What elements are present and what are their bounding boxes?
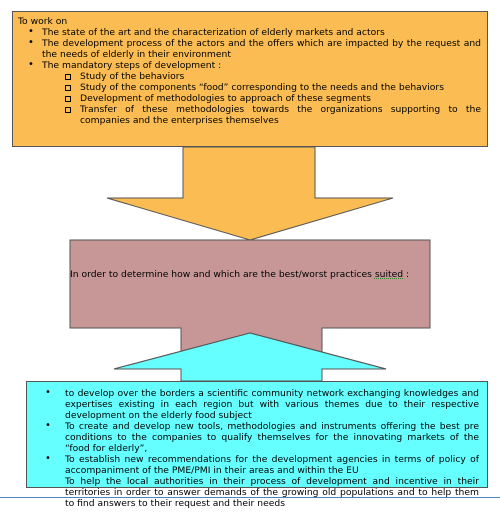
bottom-bullet-item: • to develop over the borders a scientific community network exchanging knowledges and expertises existing in each region but with various themes due to their respective development on the elderly food subject xyxy=(35,388,479,421)
bottom-bullet-list xyxy=(35,388,479,476)
bottom-extra-paragraph: To help the local authorities in their process of development and incentive in their territories in order to answer demands of the growing old populations and to help them to find answers to their request and their needs xyxy=(65,476,479,510)
bottom-divider xyxy=(0,497,500,498)
middle-text-underlined: suited xyxy=(374,269,404,280)
middle-text-after: : xyxy=(403,269,410,280)
middle-text-before: In order to determine how and which are the best/worst practices xyxy=(70,269,375,280)
sub-item: Transfer of these methodologies towards the organizations supporting to the companies and the enterprises themselves xyxy=(42,104,481,126)
top-box-heading: To work on xyxy=(18,16,68,27)
top-bullet-item xyxy=(18,60,481,126)
up-arrow xyxy=(114,333,386,381)
sub-item-list xyxy=(42,71,481,126)
bottom-box xyxy=(26,381,488,510)
sub-item: Study of the components “food” corresponding to the needs and the behaviors xyxy=(42,82,481,93)
top-box xyxy=(12,11,488,147)
down-arrow xyxy=(107,147,393,240)
bottom-bullet-item: • To establish new recommendations for the development agencies in terms of policy of accompaniment of the PME/PMI in their areas and within the EU xyxy=(35,454,479,476)
top-bullet-text: The mandatory steps of development : xyxy=(42,60,222,72)
bottom-bullet-item: • To create and develop new tools, methodologies and instruments offering the best pre conditions to the companies to qualify themselves for the innovating markets of the “food for elderly”, xyxy=(35,421,479,454)
top-bullet-item: • The development process of the actors and the offers which are impacted by the request and the needs of elderly in their environment xyxy=(18,38,481,60)
top-bullet-item: • The state of the art and the characterization of elderly markets and actors xyxy=(18,27,481,38)
middle-text xyxy=(70,269,450,280)
sub-item: Development of methodologies to approach of these segments xyxy=(42,93,481,104)
top-bullet-list xyxy=(18,27,481,126)
sub-item: Study of the behaviors xyxy=(42,71,481,82)
